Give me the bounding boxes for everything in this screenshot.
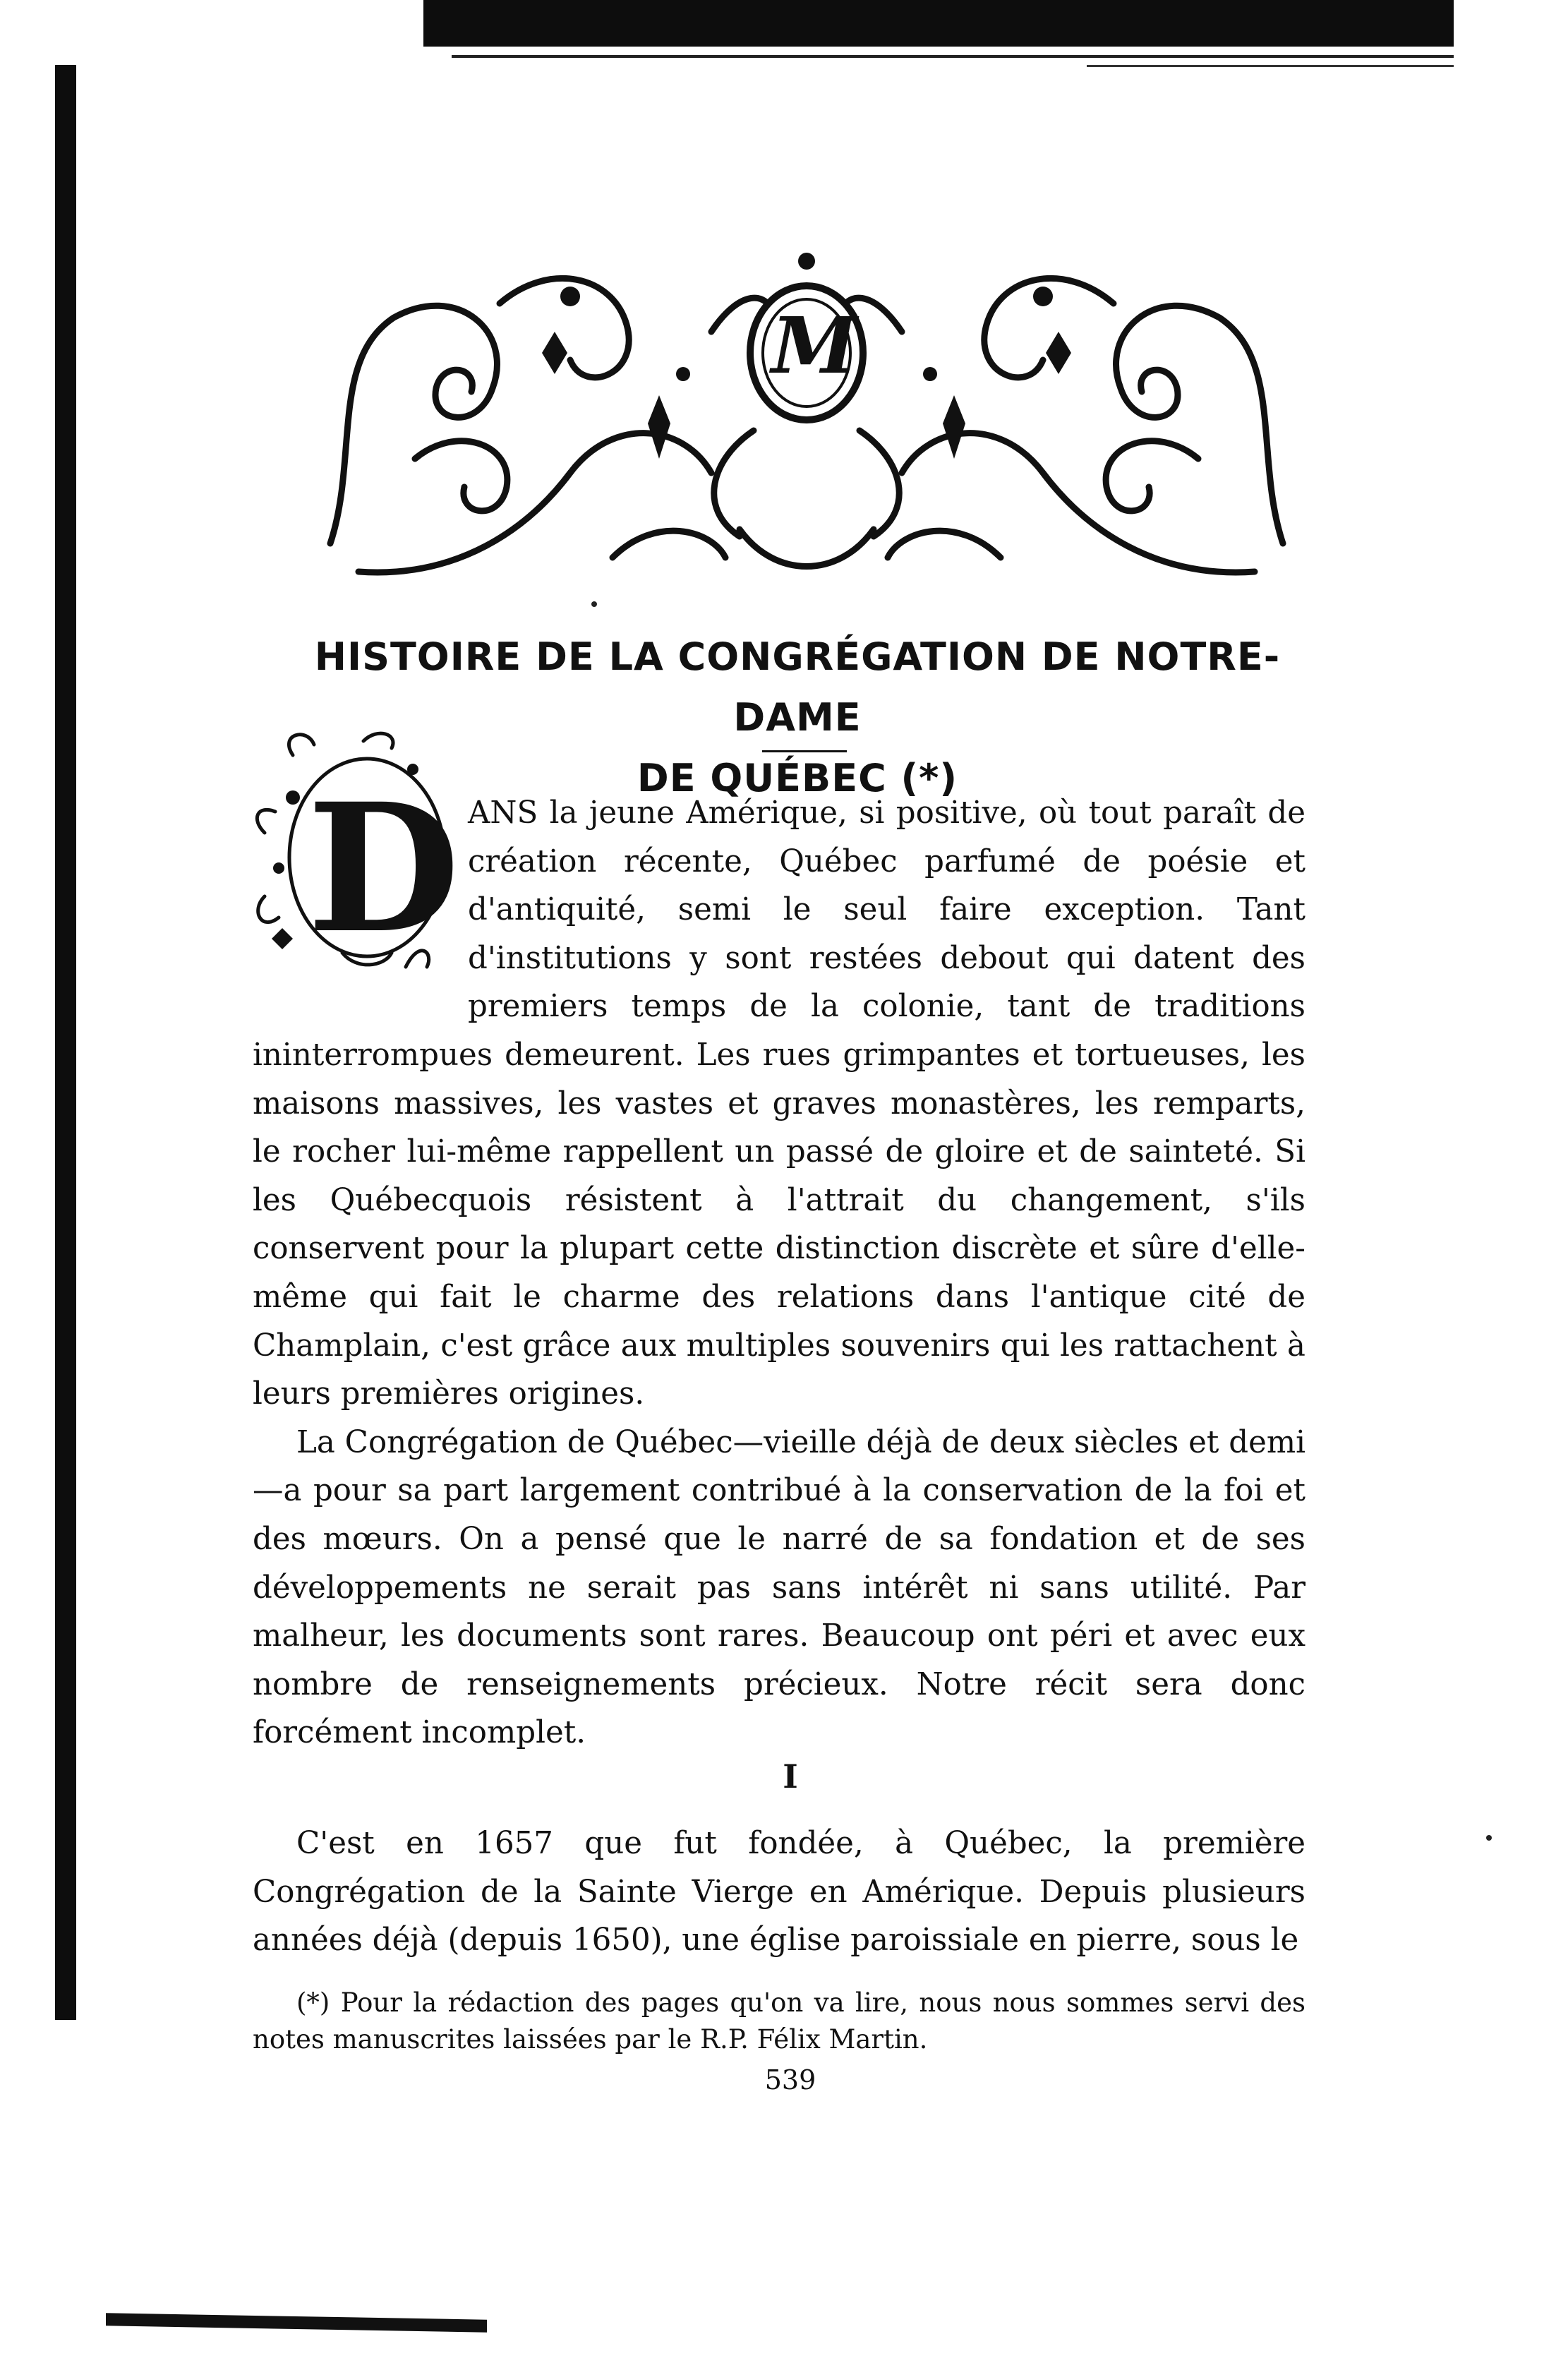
title-divider: [762, 750, 847, 752]
title-line-2: DE QUÉBEC (*): [637, 756, 958, 800]
section-heading: I: [783, 1757, 798, 1795]
footnote-text: (*) Pour la rédaction des pages qu'on va lire, nous nous sommes servi des notes manuscrites laissées par le R.P. Félix Martin.: [253, 1987, 1305, 2055]
section-body: [253, 1819, 1305, 1965]
page-number: 539: [764, 2064, 816, 2095]
scan-rule: [1087, 65, 1454, 67]
scan-edge-left: [55, 65, 76, 2020]
paragraph-1: ANS la jeune Amérique, si positive, où tout paraît de création récente, Québec parfumé de poésie et d'antiquité, semi le seul faire exception. Tant d'institutions y sont restées debout qui datent des premiers temps de la colonie, tant de traditions ininterrompues demeurent. Les rues grimpantes et tortueuses, les maisons massives, les vastes et graves monastères, les remparts, le rocher lui-même rappellent un passé de gloire et de sainteté. Si les Québecquois résistent à l'attrait du changement, s'ils conservent pour la plupart cette distinction discrète et sûre d'elle-même qui fait le charme des relations dans l'antique cité de Champlain, c'est grâce aux multiples souvenirs qui les rattachent à leurs premières origines.: [253, 795, 1305, 1412]
footnote: [253, 1985, 1305, 2058]
scan-speck: [591, 601, 597, 607]
scan-edge-bottom: [106, 2313, 487, 2332]
scan-edge-top: [423, 0, 1454, 47]
article-body: [253, 789, 1305, 1757]
title-line-1: HISTOIRE DE LA CONGRÉGATION DE NOTRE-DAME: [314, 634, 1281, 740]
paragraph-2: La Congrégation de Québec—vieille déjà de deux siècles et demi—a pour sa part largement contribué à la conservation de la foi et des mœurs. On a pensé que le narré de sa fondation et de ses développements ne serait pas sans intérêt ni sans utilité. Par malheur, les documents sont rares. Beaucoup ont péri et avec eux nombre de renseignements précieux. Notre récit sera donc forcément incomplet.: [253, 1424, 1305, 1751]
scan-speck: [1486, 1835, 1492, 1841]
dropcap-letter: D: [307, 764, 460, 972]
ornament-monogram: M: [771, 300, 857, 391]
section-paragraph: C'est en 1657 que fut fondée, à Québec, la première Congrégation de la Sainte Vierge en Amérique. Depuis plusieurs années déjà (depuis 1650), une église paroissiale en pierre, sous le: [253, 1826, 1305, 1959]
scan-rule: [452, 55, 1454, 58]
